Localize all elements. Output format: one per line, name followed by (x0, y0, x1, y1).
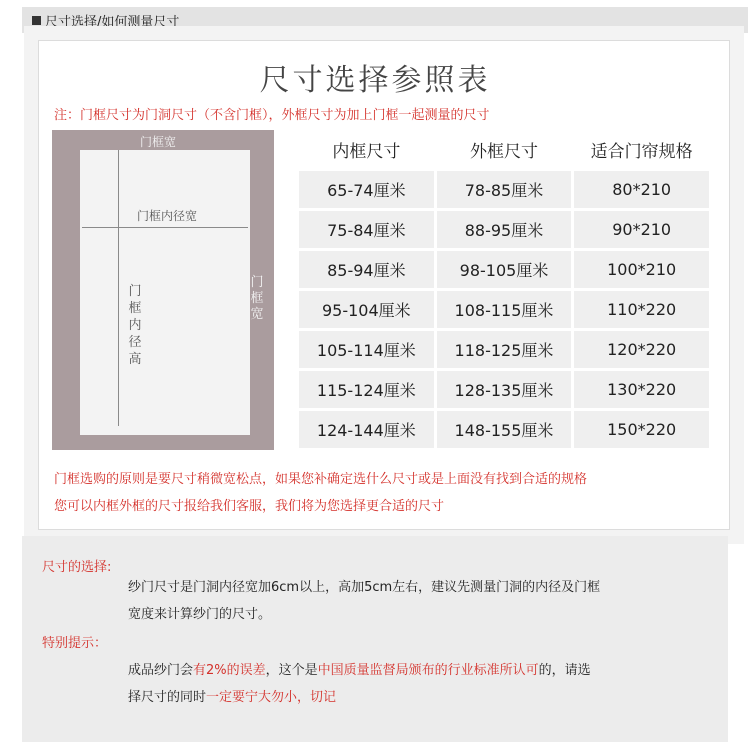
frame-height-label: 门框宽 (250, 275, 264, 322)
inner-width-label: 门框内径宽 (137, 209, 198, 223)
tip-text: 择尺寸的同时 (128, 690, 207, 705)
tip-text: ，这个是 (265, 663, 318, 678)
table-row (299, 291, 709, 328)
table-row (299, 331, 709, 368)
outer-size-cell: 108-115厘米 (437, 291, 572, 328)
curtain-spec-cell: 100*210 (574, 251, 709, 288)
outer-size-cell: 98-105厘米 (437, 251, 572, 288)
inner-size-cell: 105-114厘米 (299, 331, 434, 368)
header-inner-size: 内框尺寸 (299, 131, 434, 168)
tip-highlight: 中国质量监督局颁布的行业标准所认可 (317, 663, 539, 678)
tip-text: 的，请选 (538, 663, 591, 678)
table-row (299, 251, 709, 288)
size-guide-section (22, 536, 728, 742)
special-tip-heading: 特别提示： (42, 636, 108, 651)
tip-highlight: 一定要宁大勿小，切记 (206, 690, 337, 705)
tip-highlight: 有2%的误差 (193, 663, 266, 678)
size-selection-line-1: 纱门尺寸是门洞内径宽加6cm以上，高加5cm左右，建议先测量门洞的内径及门框 (128, 580, 601, 595)
outer-size-cell: 118-125厘米 (437, 331, 572, 368)
size-selection-text (128, 574, 600, 628)
special-tip-line-1 (128, 657, 591, 684)
door-opening (80, 150, 250, 435)
size-table (296, 128, 712, 451)
inner-height-arrow (118, 150, 119, 426)
page-title: 尺寸选择参照表 (259, 63, 491, 98)
header-title: 尺寸选择/如何测量尺寸 (45, 14, 180, 30)
inner-width-arrow (82, 227, 248, 228)
curtain-spec-cell: 80*210 (574, 171, 709, 208)
table-row (299, 171, 709, 208)
header-curtain-spec: 适合门帘规格 (574, 131, 709, 168)
table-row (299, 411, 709, 448)
outer-size-cell: 148-155厘米 (437, 411, 572, 448)
inner-size-cell: 75-84厘米 (299, 211, 434, 248)
inner-size-cell: 65-74厘米 (299, 171, 434, 208)
principle-line-1: 门框选购的原则是要尺寸稍微宽松点，如果您补确定选什么尺寸或是上面没有找到合适的规格 (54, 472, 588, 487)
table-header-row (299, 131, 709, 168)
size-selection-line-2: 宽度来计算纱门的尺寸。 (128, 607, 272, 622)
inner-height-label: 门框内径高 (128, 284, 142, 367)
outer-size-cell: 128-135厘米 (437, 371, 572, 408)
curtain-spec-cell: 110*220 (574, 291, 709, 328)
outer-size-cell: 78-85厘米 (437, 171, 572, 208)
curtain-spec-cell: 130*220 (574, 371, 709, 408)
note-text: 注：门框尺寸为门洞尺寸（不含门框），外框尺寸为加上门框一起测量的尺寸 (54, 108, 490, 123)
header-bar (22, 7, 748, 33)
curtain-spec-cell: 120*220 (574, 331, 709, 368)
inner-size-cell: 85-94厘米 (299, 251, 434, 288)
inner-size-cell: 95-104厘米 (299, 291, 434, 328)
tip-text: 成品纱门会 (128, 663, 194, 678)
inner-size-cell: 124-144厘米 (299, 411, 434, 448)
table-row (299, 371, 709, 408)
purchase-principle (54, 466, 587, 520)
curtain-spec-cell: 90*210 (574, 211, 709, 248)
header-outer-size: 外框尺寸 (437, 131, 572, 168)
principle-line-2: 您可以内框外框的尺寸报给我们客服，我们将为您选择更合适的尺寸 (54, 499, 445, 514)
curtain-spec-cell: 150*220 (574, 411, 709, 448)
frame-width-label: 门框宽 (140, 135, 177, 149)
table-row (299, 211, 709, 248)
special-tip-line-2 (128, 684, 591, 711)
special-tip-text (128, 657, 591, 711)
square-bullet-icon (32, 16, 41, 25)
size-selection-heading: 尺寸的选择: (42, 560, 112, 575)
inner-size-cell: 115-124厘米 (299, 371, 434, 408)
outer-size-cell: 88-95厘米 (437, 211, 572, 248)
